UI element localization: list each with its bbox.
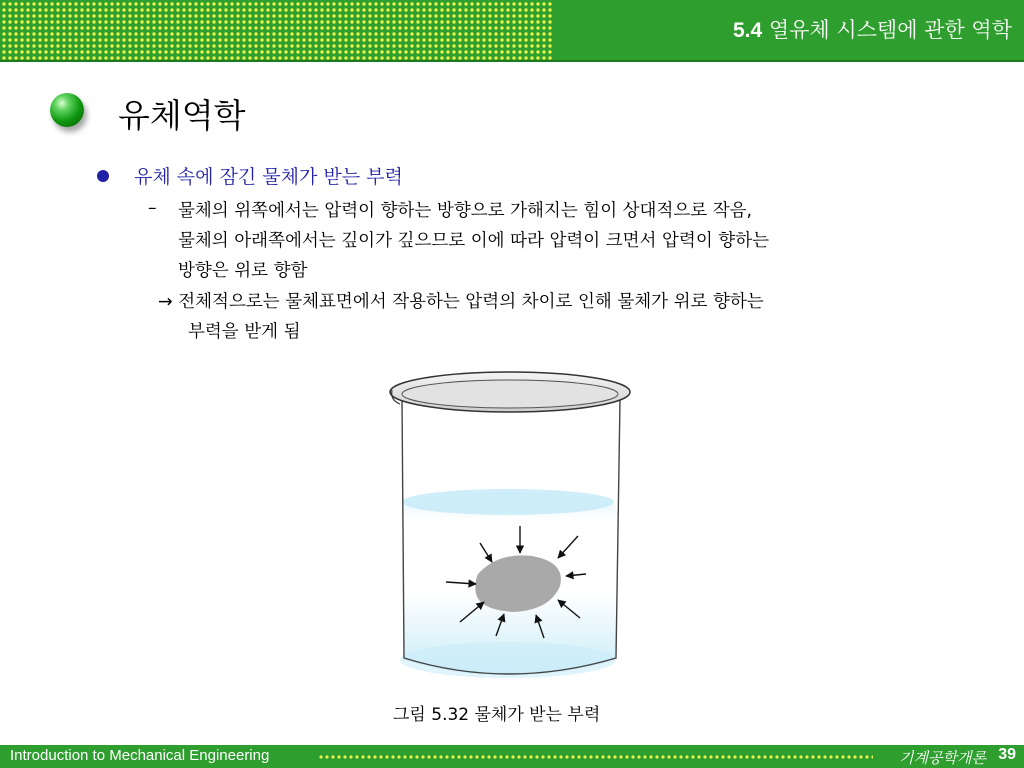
dash-marker: – [148,198,157,218]
footer-band [0,745,1024,768]
header-band [0,0,1024,60]
arrow-line-1: → 전체적으로는 물체표면에서 작용하는 압력의 차이로 인해 물체가 위로 향하는 [158,292,764,312]
course-title-en: Introduction to Mechanical Engineering [10,747,270,764]
bullet-text: 유체 속에 잠긴 물체가 받는 부력 [134,166,403,188]
beaker-figure [380,360,640,690]
bullet-icon [97,170,109,182]
beaker-icon [390,372,630,678]
header-dot-pattern [0,0,552,60]
header-divider [0,60,1024,62]
arrow-line-2: 부력을 받게 됨 [188,322,301,342]
footer-dot-pattern [318,753,873,761]
green-ball-icon [50,93,84,127]
section-title: 유체역학 [118,96,246,135]
sub-line-3: 방향은 위로 향함 [178,261,308,281]
course-title-kr: 기계공학개론 [899,749,986,767]
sub-line-2: 물체의 아래쪽에서는 깊이가 깊으므로 이에 따라 압력이 크면서 압력이 향하는 [178,231,770,251]
chapter-title: 5.4 열유체 시스템에 관한 역학 [732,18,1012,42]
sub-line-1: 물체의 위쪽에서는 압력이 향하는 방향으로 가해지는 힘이 상대적으로 작음, [178,201,753,221]
page-number: 39 [998,746,1016,763]
figure-caption: 그림 5.32 물체가 받는 부력 [393,705,601,725]
